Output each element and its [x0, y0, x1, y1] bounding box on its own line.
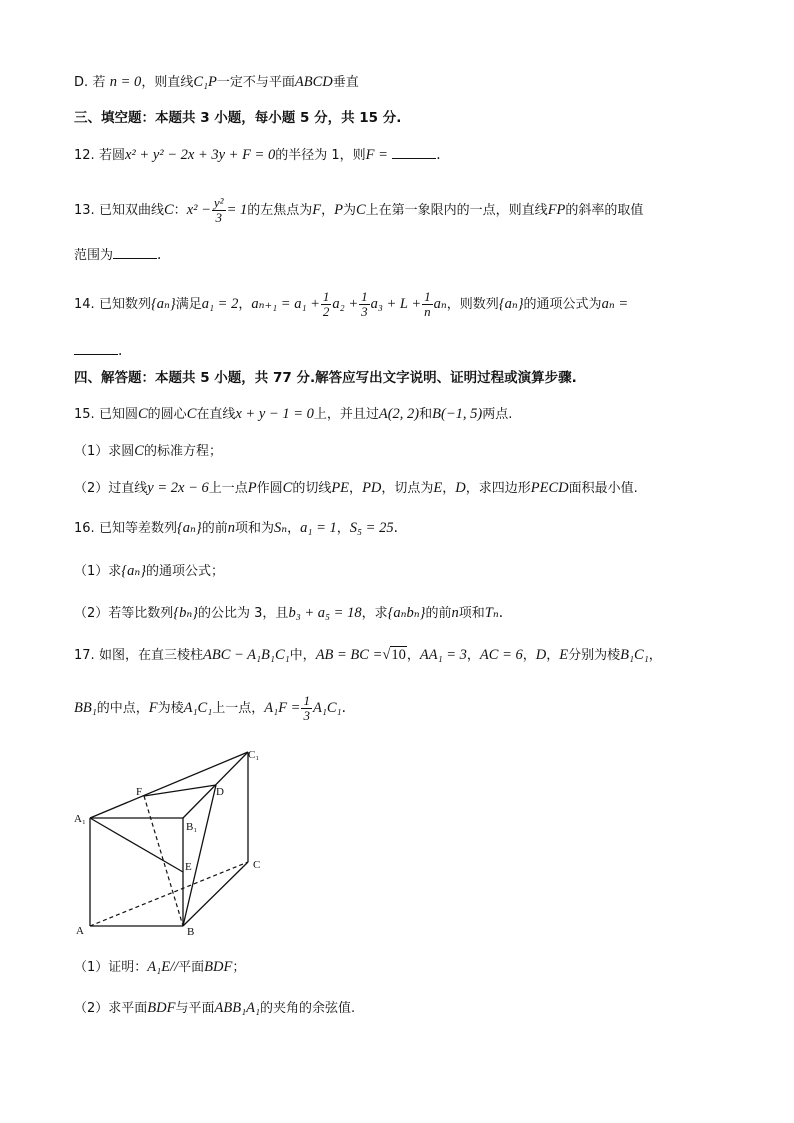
denominator: 2	[322, 304, 330, 319]
math: BDF	[204, 959, 233, 975]
math: {aₙ}	[498, 296, 524, 312]
text: ，切点为	[381, 481, 434, 496]
text: 中，	[289, 648, 316, 663]
label-a: A	[76, 925, 84, 937]
denominator: 3	[215, 210, 222, 225]
question-17-part-2	[74, 998, 355, 1019]
math: A₁C₁	[183, 700, 213, 716]
math: F	[148, 700, 158, 716]
math: n	[227, 520, 235, 536]
math: //	[170, 959, 179, 975]
label-b1: B₁	[186, 821, 198, 833]
math: C	[356, 202, 366, 218]
math: aₙ =	[601, 296, 629, 312]
math: F	[312, 202, 322, 218]
math: A(2, 2)	[378, 406, 420, 422]
math: ABB₁A₁	[214, 1000, 261, 1016]
question-number: 14.	[74, 297, 95, 312]
text: .	[393, 520, 398, 536]
hidden-edge-a-c	[90, 862, 248, 926]
text: 已知双曲线	[98, 203, 164, 218]
text: 过直线	[108, 481, 148, 496]
text: 分别为棱	[568, 648, 621, 663]
math: C	[282, 480, 293, 496]
math: AC = 6	[479, 647, 523, 663]
fraction	[422, 290, 433, 319]
math: C	[186, 406, 197, 422]
question-13	[74, 196, 643, 225]
text: ，	[522, 648, 536, 663]
text: ，求四边形	[465, 481, 531, 496]
question-16	[74, 518, 398, 539]
text: ，	[466, 648, 480, 663]
text: ，	[287, 521, 301, 536]
fraction	[212, 196, 226, 225]
sqrt: √10	[382, 647, 406, 663]
math: {aₙ}	[151, 296, 176, 312]
math: a₂ +	[332, 296, 359, 312]
option-label: D.	[74, 75, 89, 90]
label-d: D	[216, 786, 224, 798]
option-d	[74, 72, 359, 93]
math: n	[451, 605, 459, 621]
text: 求平面	[108, 1001, 148, 1016]
math: C	[138, 406, 148, 422]
segment-b-d	[183, 785, 216, 926]
text: .	[118, 343, 123, 359]
math: PECD	[530, 480, 569, 496]
label-c1: C₁	[248, 749, 260, 761]
text: 上，并且过	[313, 407, 379, 422]
math: x + y − 1 = 0	[235, 406, 314, 422]
math: b₃ + a₅ = 18	[288, 605, 362, 621]
math: PE	[331, 480, 350, 496]
math: B(−1, 5)	[432, 406, 483, 422]
text: ，	[336, 521, 350, 536]
text: 的半径为 1，则	[275, 148, 366, 163]
math: B₁C₁	[620, 647, 649, 663]
math: C₁P	[193, 74, 217, 90]
text: 的通项公式；	[146, 564, 225, 579]
text: 满足	[175, 297, 202, 312]
text: 已知圆	[98, 407, 138, 422]
math: aₙ	[433, 296, 447, 312]
math: C	[164, 202, 174, 218]
denominator: 3	[361, 304, 368, 319]
math: {aₙ}	[177, 520, 202, 536]
text: 如图，在直三棱柱	[98, 648, 203, 663]
math: y = 2x − 6	[147, 480, 209, 496]
text: 若圆	[98, 148, 125, 163]
math: PD	[362, 480, 382, 496]
text: 作圆	[256, 481, 283, 496]
question-17-line-2	[74, 694, 346, 723]
math: {aₙ}	[121, 563, 147, 579]
part-label: （1）	[74, 444, 109, 459]
text: ，	[442, 481, 456, 496]
question-15-part-1	[74, 441, 222, 462]
text: 的前	[425, 606, 452, 621]
section-heading-fill-in: 三、填空题：本题共 3 小题，每小题 5 分，共 15 分.	[74, 110, 402, 126]
question-number: 12.	[74, 148, 95, 163]
question-16-part-1	[74, 561, 224, 582]
question-15	[74, 404, 512, 425]
math: A₁F =	[264, 700, 301, 716]
text: .	[436, 147, 441, 163]
part-label: （1）	[74, 564, 109, 579]
part-label: （2）	[74, 606, 109, 621]
text: 垂直	[332, 75, 359, 90]
text: ，则直线	[141, 75, 194, 90]
label-f: F	[136, 786, 143, 798]
math: E	[559, 647, 569, 663]
numerator: 1	[303, 693, 310, 708]
math: a₁ = 1	[300, 520, 337, 536]
text: 上一点	[208, 481, 248, 496]
fraction	[359, 290, 370, 319]
question-17	[74, 645, 662, 666]
denominator: 3	[303, 708, 310, 723]
text: 两点.	[482, 407, 513, 422]
text: 为	[342, 203, 356, 218]
text: 面积最小值.	[568, 481, 638, 496]
math: AA₁ = 3	[419, 647, 467, 663]
text: 和	[419, 407, 433, 422]
text: ；	[232, 960, 246, 975]
text: 的左焦点为	[247, 203, 313, 218]
question-number: 16.	[74, 521, 95, 536]
text: ，求	[361, 606, 388, 621]
label-e: E	[185, 861, 192, 873]
text: ，	[238, 297, 252, 312]
text: 范围为	[74, 248, 114, 263]
text: 的斜率的取值	[565, 203, 644, 218]
question-14	[74, 290, 628, 319]
text: 求圆	[108, 444, 135, 459]
fraction	[321, 290, 332, 319]
text: 证明：	[108, 960, 148, 975]
answer-blank	[392, 144, 436, 159]
math: F =	[365, 147, 388, 163]
question-number: 17.	[74, 648, 95, 663]
text: 的夹角的余弦值.	[260, 1001, 356, 1016]
text: 的前	[201, 521, 228, 536]
text: 一定不与平面	[216, 75, 295, 90]
text: 与平面	[175, 1001, 215, 1016]
text: 若	[92, 75, 106, 90]
fraction	[301, 694, 312, 723]
text: 在直线	[196, 407, 236, 422]
text: 的切线	[292, 481, 332, 496]
text: .	[498, 605, 503, 621]
math: Sₙ	[274, 520, 288, 536]
math: AB = BC =	[315, 647, 383, 663]
text: ，	[648, 648, 662, 663]
text: 已知数列	[98, 297, 151, 312]
math: D	[535, 647, 547, 663]
math: A₁E	[147, 959, 171, 975]
edge-a1-c1	[90, 752, 248, 818]
answer-blank	[113, 244, 157, 259]
text: ：	[173, 203, 187, 218]
text: 上一点，	[212, 701, 265, 716]
math: x² + y² − 2x + 3y + F = 0	[125, 147, 276, 163]
text: 的标准方程；	[143, 444, 222, 459]
math: FP	[547, 202, 566, 218]
text: 若等比数列	[108, 606, 174, 621]
text: 已知等差数列	[98, 521, 177, 536]
text: 求	[108, 564, 122, 579]
part-label: （2）	[74, 1001, 109, 1016]
question-12	[74, 144, 441, 166]
math: D	[455, 480, 466, 496]
text: 的中点，	[96, 701, 149, 716]
question-14-line-2	[74, 340, 122, 361]
math: ABC − A₁B₁C₁	[203, 647, 290, 663]
segment-a1-e	[90, 818, 183, 872]
math: n = 0	[109, 74, 142, 90]
denominator: n	[424, 304, 431, 319]
question-13-line-2	[74, 244, 161, 266]
edge-b-c	[183, 862, 248, 926]
prism-figure	[70, 740, 280, 940]
text: 项和为	[235, 521, 275, 536]
math: BB₁	[74, 700, 97, 716]
math: P	[334, 202, 343, 218]
text: ，	[321, 203, 335, 218]
answer-blank	[74, 340, 118, 355]
question-17-part-1	[74, 957, 245, 978]
math: S₅ = 25	[349, 520, 394, 536]
sqrt-radicand: 10	[391, 647, 406, 663]
text: .	[341, 700, 346, 716]
text: 项和	[458, 606, 485, 621]
label-c: C	[253, 859, 261, 871]
math: BDF	[147, 1000, 176, 1016]
section-heading-solutions: 四、解答题：本题共 5 小题，共 77 分.解答应写出文字说明、证明过程或演算步骤.	[74, 370, 577, 386]
text: 为棱	[157, 701, 184, 716]
question-number: 15.	[74, 407, 95, 422]
numerator: 1	[322, 289, 330, 304]
part-label: （1）	[74, 960, 109, 975]
math: {bₙ}	[173, 605, 199, 621]
part-label: （2）	[74, 481, 109, 496]
text: ，	[349, 481, 363, 496]
math: a₃ + L +	[370, 296, 422, 312]
label-b: B	[187, 926, 195, 938]
text: .	[157, 247, 162, 263]
math: = 1	[226, 202, 248, 218]
math: aₙ₊₁ = a₁ +	[251, 296, 320, 312]
text: 的通项公式为	[523, 297, 602, 312]
question-16-part-2	[74, 603, 503, 624]
text: 上在第一象限内的一点，则直线	[365, 203, 548, 218]
numerator: y²	[213, 195, 224, 210]
math: {aₙbₙ}	[387, 605, 426, 621]
math: Tₙ	[484, 605, 499, 621]
math: C	[134, 443, 144, 459]
math: a₁ = 2	[201, 296, 239, 312]
question-15-part-2	[74, 478, 638, 499]
math: ABCD	[294, 74, 333, 90]
numerator: 1	[361, 289, 368, 304]
math: E	[433, 480, 443, 496]
question-number: 13.	[74, 203, 95, 218]
numerator: 1	[424, 289, 431, 304]
text: 平面	[178, 960, 205, 975]
text: 的圆心	[147, 407, 187, 422]
math: x² −	[186, 202, 211, 218]
label-a1: A₁	[74, 813, 86, 825]
math: P	[247, 480, 257, 496]
text: 的公比为 3，且	[198, 606, 289, 621]
text: ，则数列	[446, 297, 499, 312]
math: A₁C₁	[312, 700, 342, 716]
text: ，	[406, 648, 420, 663]
text: ，	[546, 648, 560, 663]
